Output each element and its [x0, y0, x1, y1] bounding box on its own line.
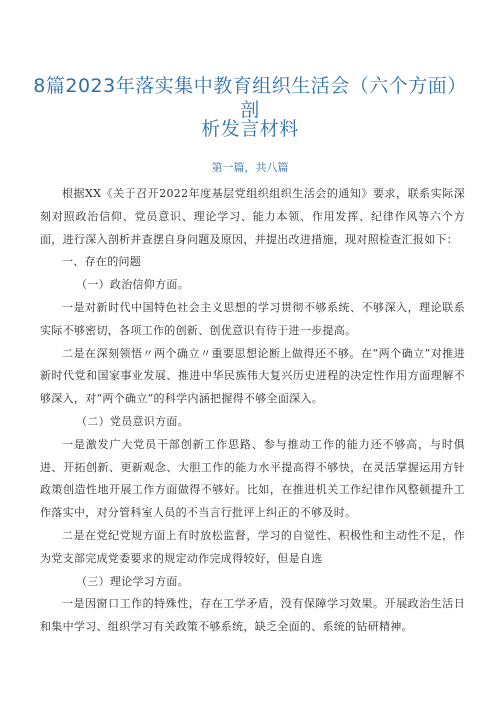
paragraph-awareness-2: 二是在党纪党规方面上有时放松监督，学习的自觉性、积极性和主动性不足，作为党支部完成党委要求的规定动作完成得较好，但是自选 — [40, 528, 465, 565]
subheading-political-belief: （一）政治信仰方面。 — [76, 278, 189, 292]
paragraph-awareness-1: 一是激发广大党员干部创新工作思路、参与推动工作的能力还不够高，与时俱进、开拓创新、更新观念、大胆工作的能力水平提高得不够快，在灵活掌握运用方针政策创造性地开展工作方面做得不够好。比如，在推进机关工作纪律作风整顿提升工作落实中，对分管科室人员的不当言行批评上纠正的不够及时。 — [40, 437, 465, 520]
document-title-line2: 析发言材料 — [201, 118, 299, 140]
paragraph-political-2: 二是在深刻领悟〃两个确立〃重要思想论断上做得还不够。在“两个确立”对推进新时代党和国家事业发展、推进中华民族伟大复兴历史进程的决定性作用方面理解不够深入，对“两个确立”的科学内涵把握得不够全面深入。 — [40, 346, 465, 406]
subheading-party-awareness: （二）党员意识方面。 — [76, 414, 189, 428]
paragraph-intro: 根据XX《关于召开2022年度基层党组织组织生活会的通知》要求，联系实际深刻对照政治信仰、党员意识、理论学习、能力本领、作用发挥、纪律作风等六个方面，进行深入剖析并查摆自身问题及原因，并提出改进措施，现对照检查汇报如下： — [40, 187, 465, 246]
document-body — [40, 183, 465, 639]
subheading-theory-study: （三）理论学习方面。 — [76, 574, 189, 588]
heading-problems: 一、存在的问题 — [62, 255, 142, 269]
paragraph-political-1: 一是对新时代中国特色社会主义思想的学习贯彻不够系统、不够深入，理论联系实际不够密切，各项工作的创新、创优意识有待于进一步提高。 — [40, 300, 465, 337]
paragraph-study-1: 一是因窗口工作的特殊性，存在工学矛盾，没有保障学习效果。开展政治生活日和集中学习、组织学习有关政策不够系统，缺乏全面的、系统的钻研精神。 — [40, 597, 465, 634]
document-title-line1: 8篇2023年落实集中教育组织生活会（六个方面）剖 — [33, 75, 467, 121]
section-subtitle: 第一篇，共八篇 — [211, 161, 289, 174]
